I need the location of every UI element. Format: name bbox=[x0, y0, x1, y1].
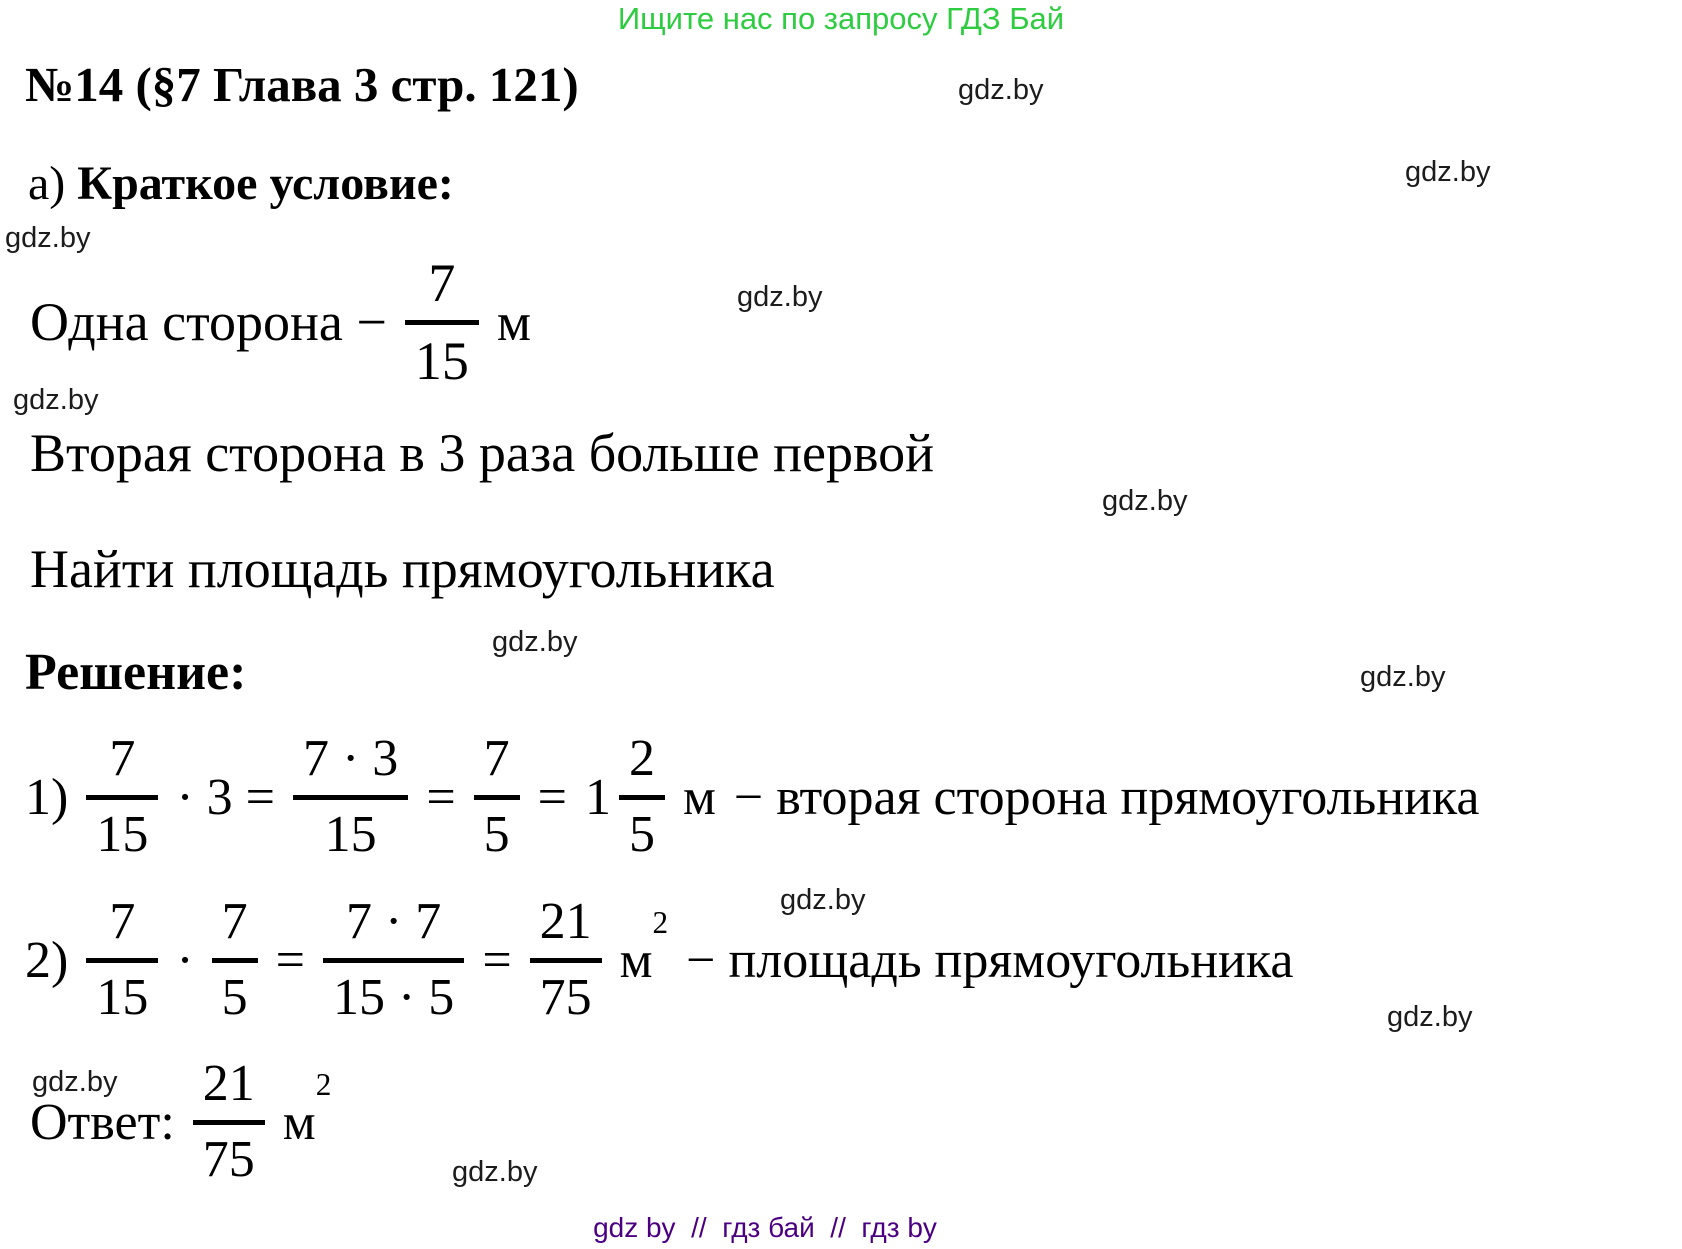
gdz-watermark: gdz.by bbox=[492, 626, 578, 658]
gdz-watermark: gdz.by bbox=[1405, 156, 1491, 188]
fraction-denominator: 15 bbox=[414, 330, 469, 391]
problem-title: №14 (§7 Глава 3 стр. 121) bbox=[25, 57, 579, 112]
fraction-numerator: 7 bbox=[86, 732, 158, 800]
promo-banner: Ищите нас по запросу ГДЗ Бай bbox=[617, 1, 1065, 36]
fraction bbox=[86, 892, 158, 1026]
fraction-numerator: 21 bbox=[530, 895, 602, 963]
condition-line-3: Найти площадь прямоугольника bbox=[30, 539, 775, 599]
footer-links: gdz by // гдз бай // гдз by bbox=[593, 1212, 937, 1243]
fraction-denominator: 15 bbox=[96, 968, 149, 1026]
fraction-denominator: 15 · 5 bbox=[332, 968, 455, 1026]
fraction-numerator: 21 bbox=[193, 1057, 265, 1125]
step-index: 1) bbox=[25, 768, 69, 826]
fraction bbox=[212, 892, 258, 1026]
fraction-numerator: 7 · 3 bbox=[293, 732, 408, 800]
unit-text: м bbox=[282, 1093, 316, 1151]
fraction-denominator: 5 bbox=[221, 968, 248, 1026]
gdz-watermark: gdz.by bbox=[780, 884, 866, 916]
solution-step-2 bbox=[25, 885, 1293, 1035]
fraction bbox=[474, 729, 520, 863]
fraction-numerator: 7 bbox=[86, 895, 158, 963]
condition-line-1 bbox=[30, 252, 531, 391]
unit-label: м bbox=[496, 292, 531, 352]
unit-label: м 2 bbox=[619, 904, 669, 989]
fraction bbox=[193, 1054, 265, 1188]
answer-line bbox=[30, 1054, 332, 1188]
section-a-prefix: а) bbox=[28, 157, 78, 210]
fraction-numerator: 2 bbox=[619, 732, 665, 800]
fraction-numerator: 7 · 7 bbox=[323, 895, 464, 963]
unit-label: м bbox=[682, 768, 716, 826]
gdz-watermark: gdz.by bbox=[958, 74, 1044, 106]
operator: · bbox=[176, 931, 194, 989]
fraction-denominator: 75 bbox=[202, 1130, 255, 1188]
fraction-numerator: 7 bbox=[212, 895, 258, 963]
step-description: − площадь прямоугольника bbox=[686, 931, 1294, 989]
step-description: − вторая сторона прямоугольника bbox=[733, 768, 1480, 826]
fraction bbox=[86, 729, 158, 863]
gdz-watermark: gdz.by bbox=[13, 384, 99, 416]
unit-label: м 2 bbox=[282, 1066, 332, 1151]
gdz-watermark: gdz.by bbox=[32, 1066, 118, 1098]
solution-step-1 bbox=[25, 722, 1479, 872]
fraction-denominator: 15 bbox=[324, 805, 377, 863]
equals-sign: = bbox=[426, 768, 456, 826]
answer-label: Ответ: bbox=[30, 1093, 175, 1151]
whole-part: 1 bbox=[584, 768, 611, 826]
fraction-numerator: 7 bbox=[474, 732, 520, 800]
mixed-number bbox=[584, 729, 665, 863]
unit-text: м bbox=[619, 931, 653, 989]
step-index: 2) bbox=[25, 931, 69, 989]
section-a-label: Краткое условие: bbox=[77, 157, 454, 210]
equals-sign: = bbox=[275, 931, 305, 989]
equals-sign: = bbox=[482, 931, 512, 989]
gdz-watermark: gdz.by bbox=[1360, 661, 1446, 693]
solution-heading: Решение: bbox=[25, 644, 247, 701]
gdz-watermark: gdz.by bbox=[1102, 485, 1188, 517]
operator: · 3 = bbox=[176, 768, 275, 826]
fraction bbox=[405, 252, 479, 391]
fraction-denominator: 75 bbox=[539, 968, 592, 1026]
fraction bbox=[530, 892, 602, 1026]
gdz-watermark: gdz.by bbox=[1387, 1001, 1473, 1033]
gdz-watermark: gdz.by bbox=[452, 1156, 538, 1188]
gdz-watermark: gdz.by bbox=[5, 222, 91, 254]
condition-line-2: Вторая сторона в 3 раза больше первой bbox=[30, 423, 934, 483]
equals-sign: = bbox=[537, 768, 567, 826]
fraction-denominator: 15 bbox=[96, 805, 149, 863]
fraction-denominator: 5 bbox=[483, 805, 510, 863]
fraction-denominator: 5 bbox=[628, 805, 655, 863]
fraction bbox=[323, 892, 464, 1026]
fraction-numerator: 7 bbox=[405, 255, 479, 325]
gdz-watermark: gdz.by bbox=[737, 281, 823, 313]
condition-line-1-text: Одна сторона − bbox=[30, 292, 387, 352]
fraction bbox=[293, 729, 408, 863]
section-a-heading bbox=[28, 156, 454, 211]
fraction bbox=[619, 729, 665, 863]
